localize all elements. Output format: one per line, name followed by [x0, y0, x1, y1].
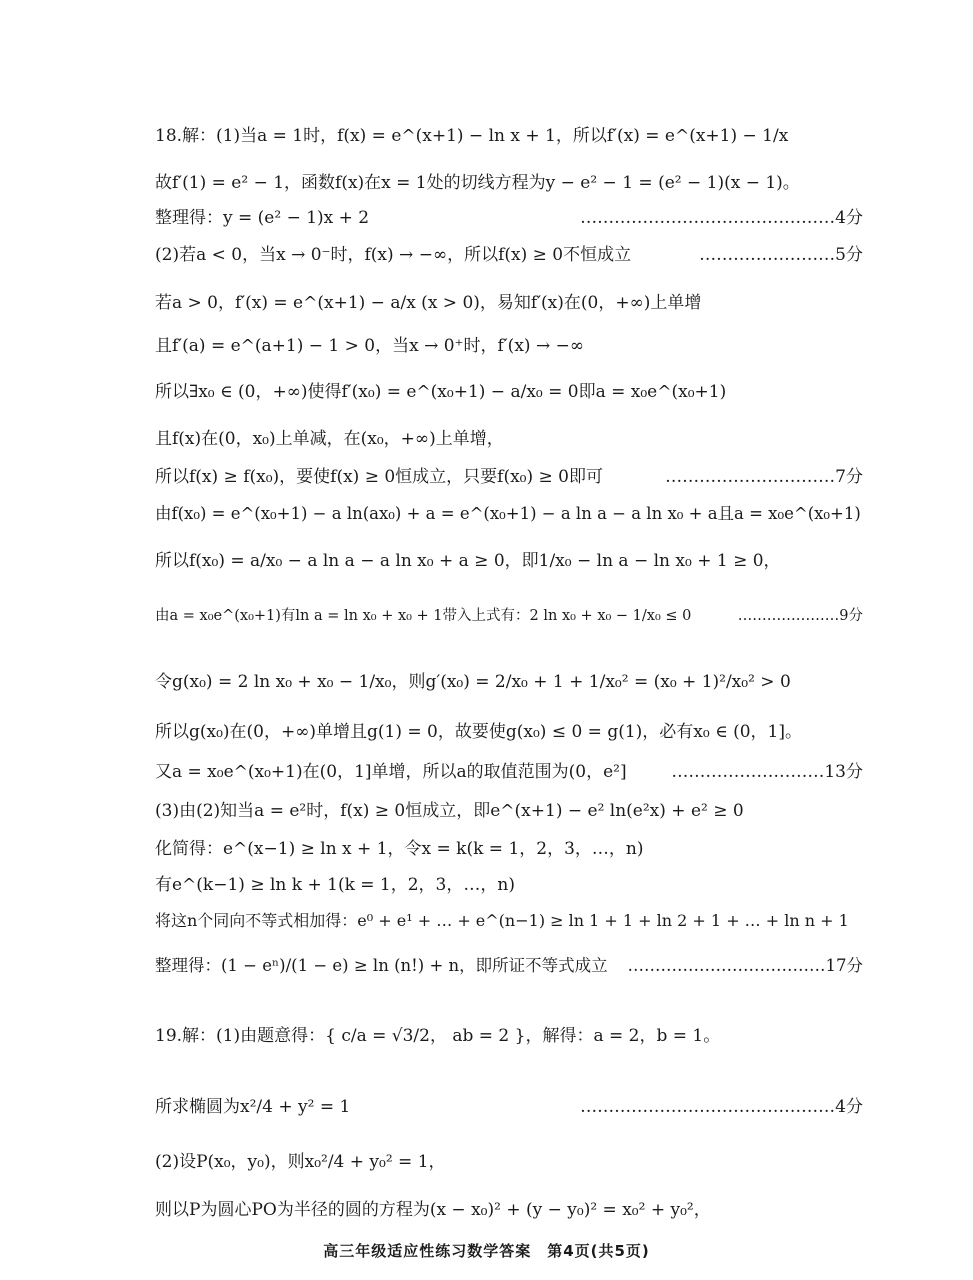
- text-line: 令g(x₀) = 2 ln x₀ + x₀ − 1/x₀，则g′(x₀) = 2/x₀ + 1 + 1/x₀² = (x₀ + 1)²/x₀² > 0: [155, 672, 791, 692]
- text-line: 又a = x₀e^(x₀+1)在(0，1]单增，所以a的取值范围为(0，e²] ………………………13分: [155, 762, 863, 782]
- text-line: 所求椭圆为x²/4 + y² = 1 ………………………………………4分: [155, 1097, 863, 1117]
- text-line: 19.解：(1)由题意得：{ c/a = √3/2， ab = 2 }，解得：a = 2，b = 1。: [155, 1026, 721, 1046]
- score-marker: …………………………7分: [665, 467, 863, 487]
- text-line: 所以f(x₀) = a/x₀ − a ln a − a ln x₀ + a ≥ 0，即1/x₀ − ln a − ln x₀ + 1 ≥ 0，: [155, 551, 781, 571]
- text-line: 有e^(k−1) ≥ ln k + 1(k = 1，2，3，…，n): [155, 875, 515, 895]
- text-line: (2)若a < 0，当x → 0⁻时，f(x) → −∞，所以f(x) ≥ 0不恒成立 ……………………5分: [155, 245, 863, 265]
- text-line: 若a > 0，f′(x) = e^(x+1) − a/x (x > 0)，易知f′(x)在(0，+∞)上单增: [155, 293, 702, 313]
- text-line: 且f′(a) = e^(a+1) − 1 > 0，当x → 0⁺时，f′(x) → −∞: [155, 336, 584, 356]
- text-line: 化简得：e^(x−1) ≥ ln x + 1，令x = k(k = 1，2，3，…，n): [155, 839, 644, 859]
- text-line: 故f′(1) = e² − 1，函数f(x)在x = 1处的切线方程为y − e² − 1 = (e² − 1)(x − 1)。: [155, 173, 800, 193]
- score-marker: ………………………………17分: [627, 956, 863, 975]
- text-line: 由a = x₀e^(x₀+1)有ln a = ln x₀ + x₀ + 1带入上式有：2 ln x₀ + x₀ − 1/x₀ ≤ 0 …………………9分: [155, 605, 863, 627]
- text-line: 整理得：(1 − eⁿ)/(1 − e) ≥ ln (n!) + n，即所证不等式成立 ………………………………17分: [155, 956, 863, 975]
- text-line: (3)由(2)知当a = e²时，f(x) ≥ 0恒成立，即e^(x+1) − e² ln(e²x) + e² ≥ 0: [155, 801, 744, 821]
- score-marker: ………………………13分: [671, 762, 863, 782]
- score-marker: …………………9分: [737, 608, 863, 624]
- text-line: 由f(x₀) = e^(x₀+1) − a ln(ax₀) + a = e^(x₀+1) − a ln a − a ln x₀ + a且a = x₀e^(x₀+1): [155, 504, 861, 523]
- text-line: 所以∃x₀ ∈ (0，+∞)使得f′(x₀) = e^(x₀+1) − a/x₀ = 0即a = x₀e^(x₀+1): [155, 382, 727, 402]
- text-line: 所以g(x₀)在(0，+∞)单增且g(1) = 0，故要使g(x₀) ≤ 0 = g(1)，必有x₀ ∈ (0，1]。: [155, 722, 802, 742]
- page-footer: 高三年级适应性练习数学答案 第4页(共5页): [323, 1242, 650, 1260]
- text-line: 所以f(x) ≥ f(x₀)，要使f(x) ≥ 0恒成立，只要f(x₀) ≥ 0即可 …………………………7分: [155, 467, 863, 487]
- text-line: 整理得：y = (e² − 1)x + 2 ………………………………………4分: [155, 208, 863, 228]
- text-line: 18.解：(1)当a = 1时，f(x) = e^(x+1) − ln x + 1，所以f′(x) = e^(x+1) − 1/x: [155, 126, 789, 146]
- text-line: 且f(x)在(0，x₀)上单减，在(x₀，+∞)上单增，: [155, 429, 504, 449]
- score-marker: ………………………………………4分: [580, 1097, 863, 1117]
- text-line: 将这n个同向不等式相加得：e⁰ + e¹ + … + e^(n−1) ≥ ln 1 + 1 + ln 2 + 1 + … + ln n + 1: [155, 911, 849, 930]
- text-line: (2)设P(x₀，y₀)，则x₀²/4 + y₀² = 1，: [155, 1152, 446, 1172]
- score-marker: ……………………5分: [699, 245, 863, 265]
- score-marker: ………………………………………4分: [580, 208, 863, 228]
- text-line: 则以P为圆心PO为半径的圆的方程为(x − x₀)² + (y − y₀)² = x₀² + y₀²，: [155, 1200, 711, 1220]
